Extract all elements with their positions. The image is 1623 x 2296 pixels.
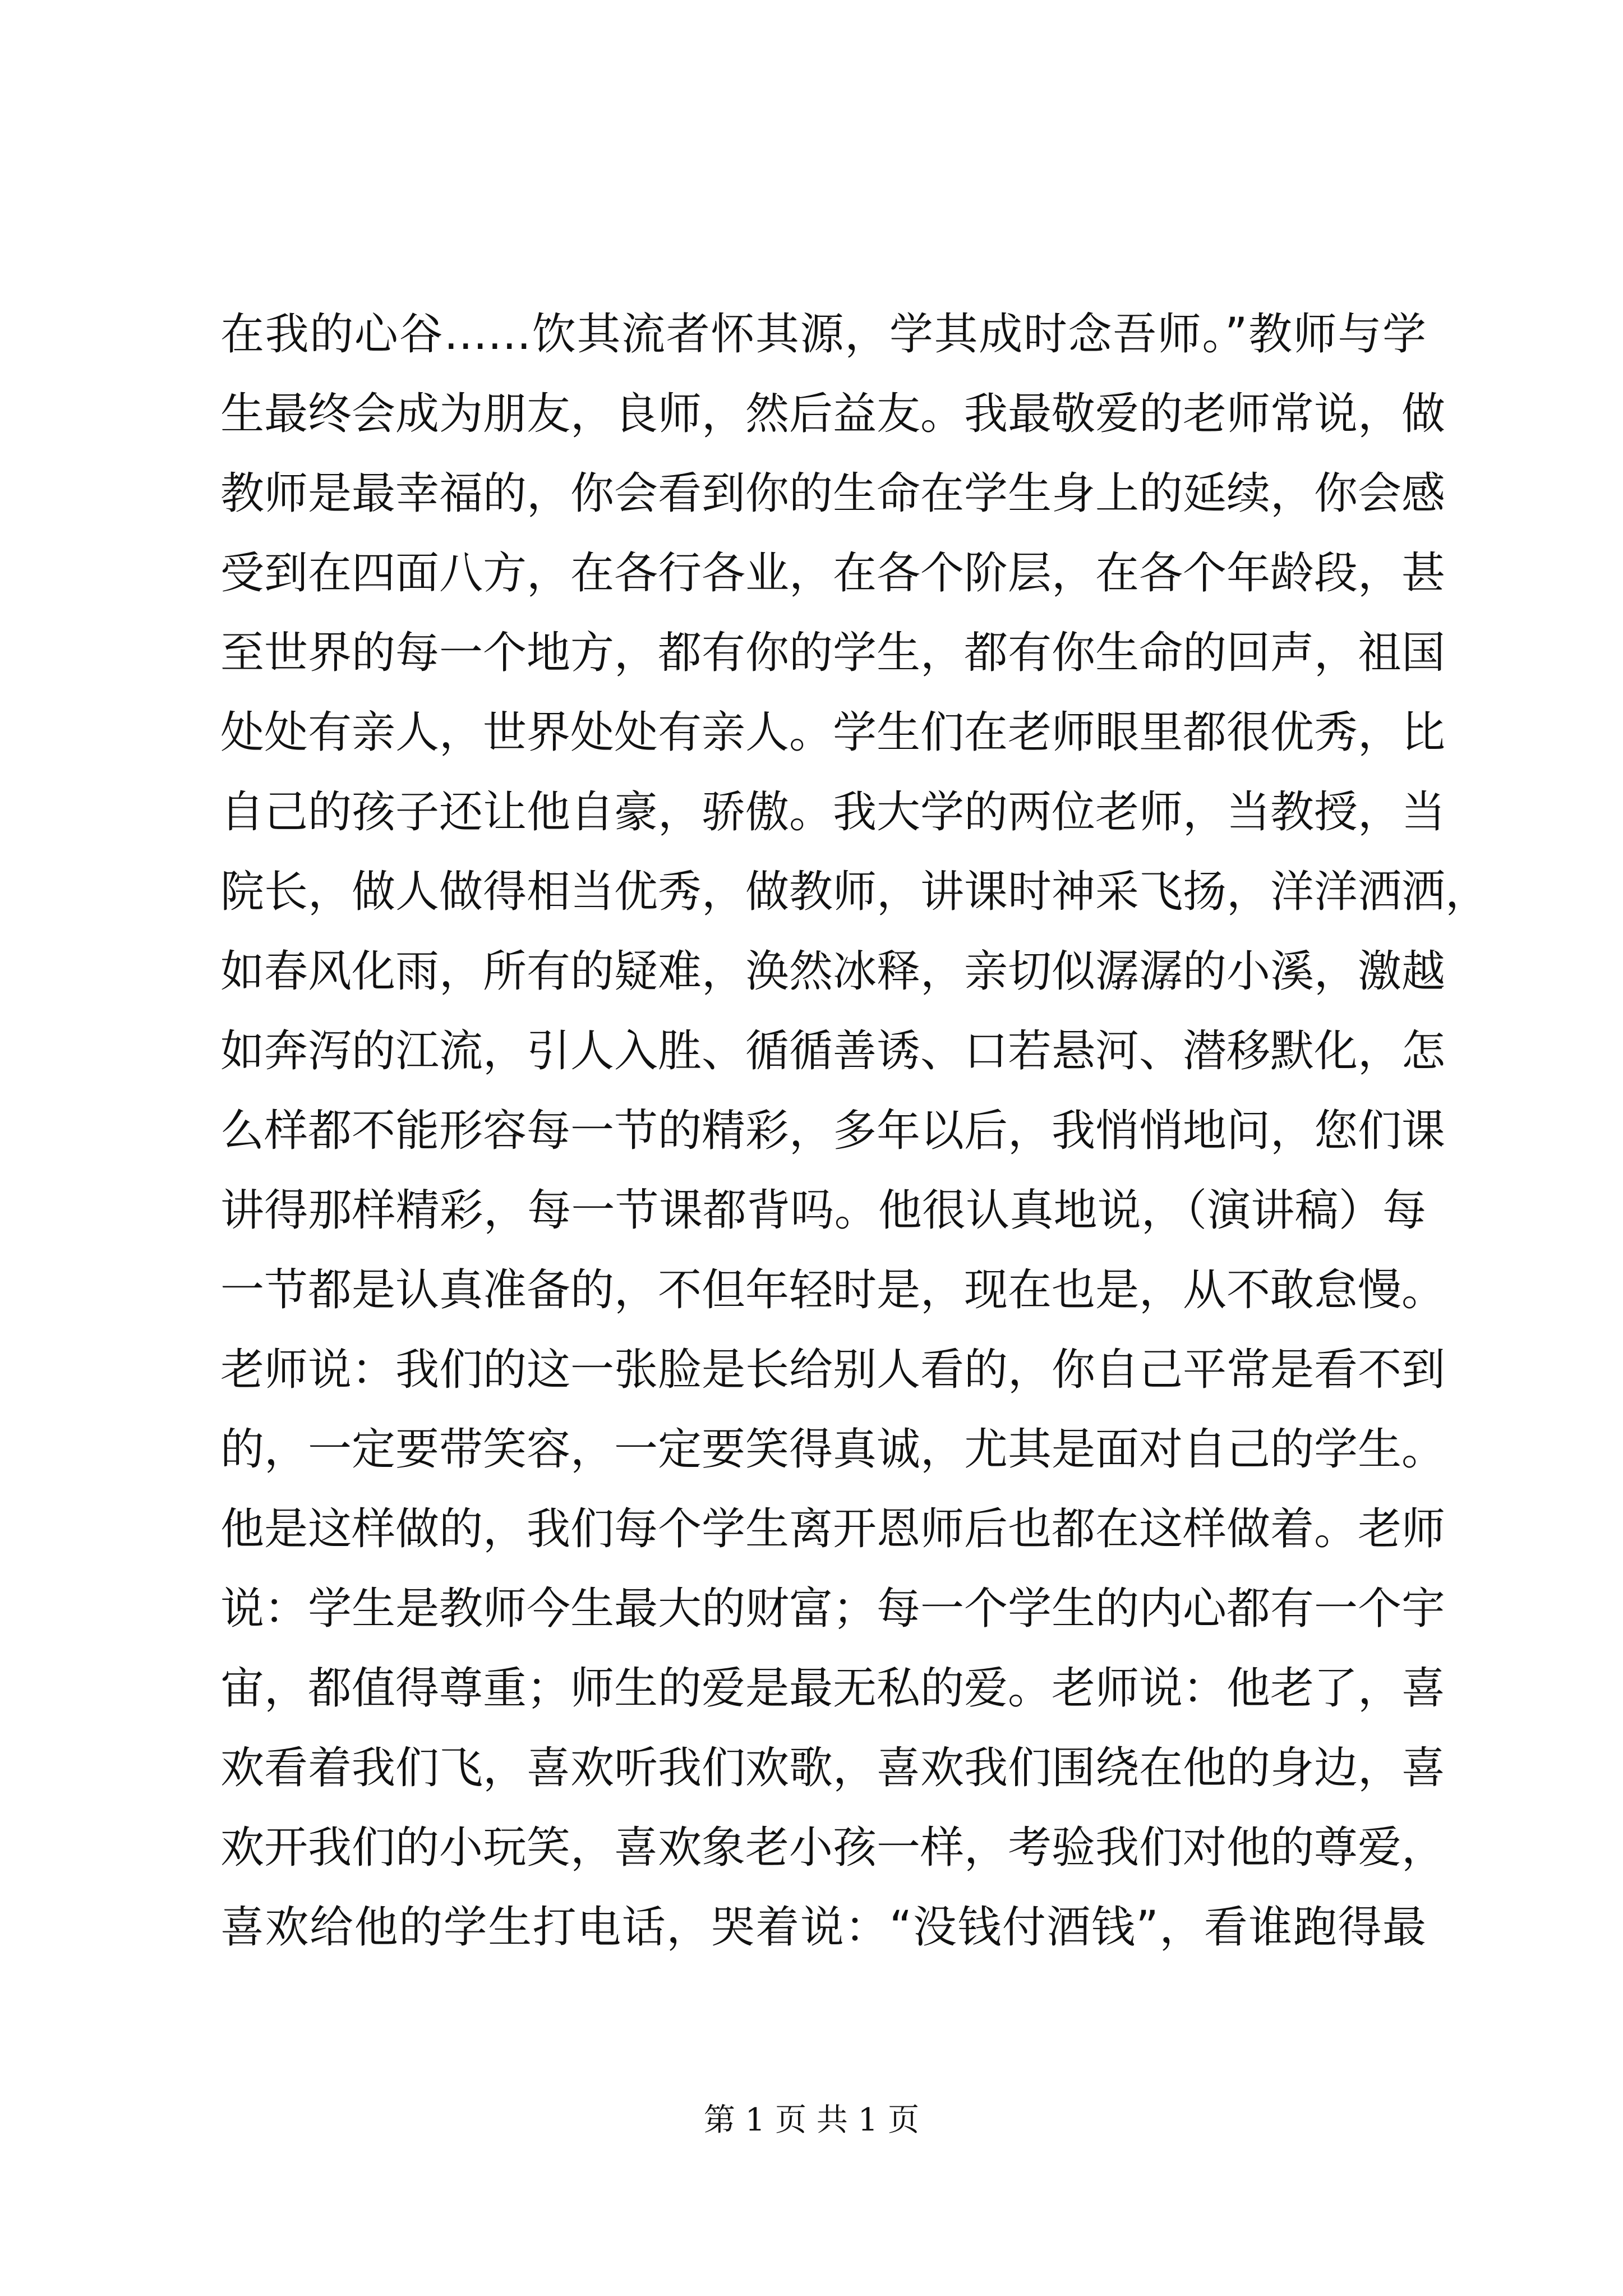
text-line: 宙，都值得尊重；师生的爱是最无私的爱。老师说：他老了，喜 — [220, 1663, 1446, 1714]
page-footer — [0, 2098, 1623, 2143]
text-line: 么样都不能形容每一节的精彩，多年以后，我悄悄地问，您们课 — [220, 1106, 1446, 1156]
text-line: 至世界的每一个地方，都有你的学生，都有你生命的回声，祖国 — [220, 628, 1446, 678]
text-line: 的，一定要带笑容，一定要笑得真诚，尤其是面对自己的学生。 — [220, 1424, 1446, 1475]
text-line: 在我的心谷……饮其流者怀其源，学其成时念吾师。”教师与学 — [220, 309, 1426, 360]
text-line: 院长，做人做得相当优秀，做教师，讲课时神采飞扬，洋洋洒洒， — [220, 867, 1490, 917]
text-line: 喜欢给他的学生打电话，哭着说：“没钱付酒钱”，看谁跑得最 — [220, 1902, 1426, 1953]
text-line: 生最终会成为朋友，良师，然后益友。我最敬爱的老师常说，做 — [220, 389, 1446, 439]
text-line: 他是这样做的，我们每个学生离开恩师后也都在这样做着。老师 — [220, 1504, 1446, 1554]
text-line: 讲得那样精彩，每一节课都背吗。他很认真地说，（演讲稿）每 — [220, 1185, 1426, 1236]
text-line: 教师是最幸福的，你会看到你的生命在学生身上的延续，你会感 — [220, 468, 1446, 519]
text-line: 欢开我们的小玩笑，喜欢象老小孩一样，考验我们对他的尊爱， — [220, 1823, 1446, 1873]
body-text — [220, 295, 1490, 1967]
text-line: 老师说：我们的这一张脸是长给别人看的，你自己平常是看不到 — [220, 1345, 1446, 1395]
text-line: 处处有亲人，世界处处有亲人。学生们在老师眼里都很优秀，比 — [220, 707, 1446, 758]
text-line: 如春风化雨，所有的疑难，涣然冰释，亲切似潺潺的小溪，激越 — [220, 946, 1446, 997]
text-line: 如奔泻的江流，引人入胜、循循善诱、口若悬河、潜移默化，怎 — [220, 1026, 1446, 1076]
text-line: 欢看着我们飞，喜欢听我们欢歌，喜欢我们围绕在他的身边，喜 — [220, 1743, 1446, 1793]
page-number: 第 1 页 共 1 页 — [703, 2102, 920, 2138]
text-line: 受到在四面八方，在各行各业，在各个阶层，在各个年龄段，甚 — [220, 548, 1446, 599]
text-line: 一节都是认真准备的，不但年轻时是，现在也是，从不敢怠慢。 — [220, 1265, 1446, 1315]
text-line: 自己的孩子还让他自豪，骄傲。我大学的两位老师，当教授，当 — [220, 787, 1446, 838]
text-line: 说：学生是教师今生最大的财富；每一个学生的内心都有一个宇 — [220, 1584, 1446, 1634]
